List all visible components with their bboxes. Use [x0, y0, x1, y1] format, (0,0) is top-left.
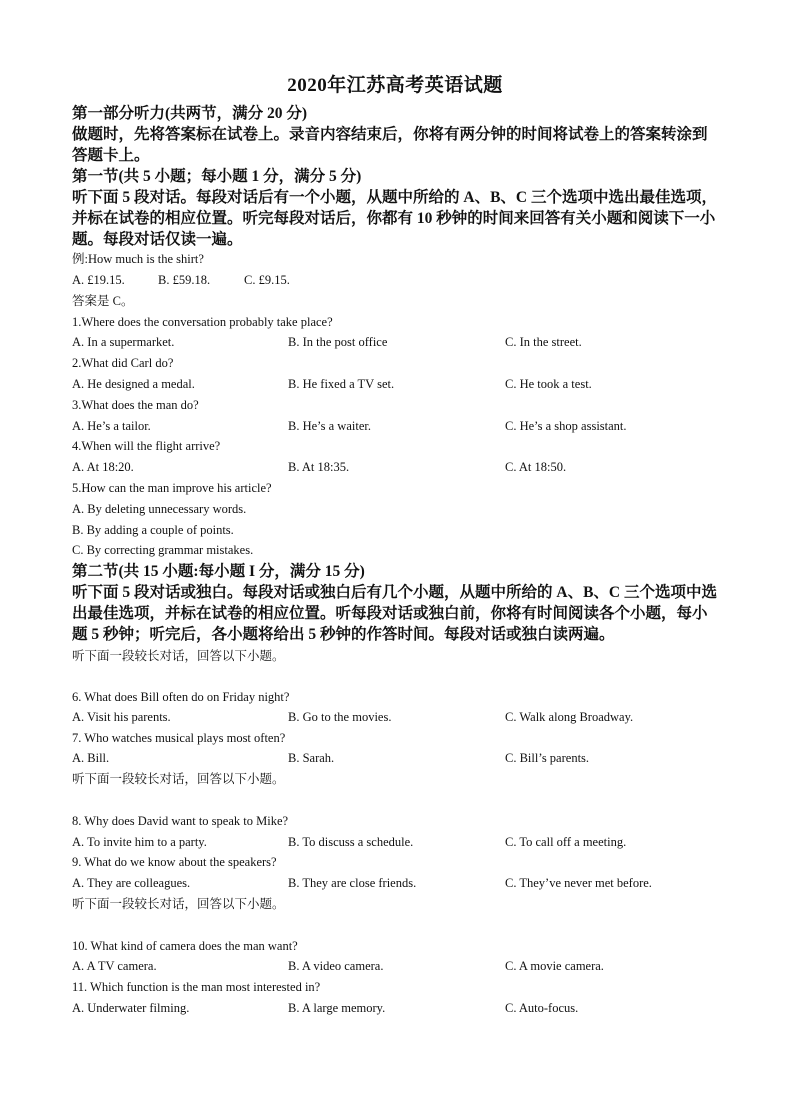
q1-option-b: B. In the post office — [288, 335, 388, 349]
q2-option-a: A. He designed a medal. — [72, 377, 195, 391]
listen-instruction-2: 听下面一段较长对话，回答以下小题。 — [72, 772, 285, 786]
example-option-a: A. £19.15. — [72, 273, 125, 287]
question-11: 11. Which function is the man most interested in? — [72, 980, 321, 994]
q2-option-b: B. He fixed a TV set. — [288, 377, 395, 391]
section1-instructions: 听下面 5 段对话。每段对话后有一个小题，从题中所给的 A、B、C 三个选项中选出最佳选项，并标在试卷的相应位置。听完每段对话后，你都有 10 秒钟的时间来回答有关小题和阅读下一小题。每段对话仅读一遍。 — [72, 189, 717, 248]
question-10: 10. What kind of camera does the man want? — [72, 939, 298, 953]
q5-option-a: A. By deleting unnecessary words. — [72, 502, 247, 516]
question-4: 4.When will the flight arrive? — [72, 439, 221, 453]
q3-option-c: C. He’s a shop assistant. — [505, 419, 627, 433]
q10-option-c: C. A movie camera. — [505, 959, 604, 973]
q1-option-c: C. In the street. — [505, 335, 582, 349]
q7-option-a: A. Bill. — [72, 751, 110, 765]
q5-option-b: B. By adding a couple of points. — [72, 523, 234, 537]
q7-option-b: B. Sarah. — [288, 751, 335, 765]
q3-option-a: A. He’s a tailor. — [72, 419, 151, 433]
q4-option-c: C. At 18:50. — [505, 460, 567, 474]
question-7: 7. Who watches musical plays most often? — [72, 731, 286, 745]
q10-option-a: A. A TV camera. — [72, 959, 157, 973]
q6-option-c: C. Walk along Broadway. — [505, 710, 634, 724]
example-option-b: B. £59.18. — [158, 273, 211, 287]
listen-instruction-1: 听下面一段较长对话，回答以下小题。 — [72, 649, 285, 663]
example-question: 例:How much is the shirt? — [72, 252, 204, 266]
example-option-c: C. £9.15. — [244, 273, 290, 287]
question-8: 8. Why does David want to speak to Mike? — [72, 814, 289, 828]
section2-instructions: 听下面 5 段对话或独白。每段对话或独白后有几个小题，从题中所给的 A、B、C 三个选项中选出最佳选项，并标在试卷的相应位置。听每段对话或独白前，你将有时间阅读各个小题，每小题 5 秒钟；听完后，各小题将给出 5 秒钟的作答时间。每段对话或独白读两遍。 — [72, 584, 717, 643]
question-1: 1.Where does the conversation probably take place? — [72, 315, 333, 329]
question-6: 6. What does Bill often do on Friday night? — [72, 690, 290, 704]
q4-option-a: A. At 18:20. — [72, 460, 134, 474]
listen-instruction-3: 听下面一段较长对话，回答以下小题。 — [72, 897, 285, 911]
question-9: 9. What do we know about the speakers? — [72, 855, 277, 869]
question-2: 2.What did Carl do? — [72, 356, 174, 370]
q9-option-c: C. They’ve never met before. — [505, 876, 652, 890]
q6-option-a: A. Visit his parents. — [72, 710, 171, 724]
q3-option-b: B. He’s a waiter. — [288, 419, 371, 433]
section1-heading: 第一节(共 5 小题；每小题 1 分，满分 5 分) — [72, 168, 362, 185]
part1-heading: 第一部分听力(共两节，满分 20 分) — [72, 105, 308, 122]
question-3: 3.What does the man do? — [72, 398, 199, 412]
q2-option-c: C. He took a test. — [505, 377, 592, 391]
section2-heading: 第二节(共 15 小题:每小题 I 分，满分 15 分) — [72, 563, 365, 580]
q8-option-a: A. To invite him to a party. — [72, 835, 207, 849]
q11-option-b: B. A large memory. — [288, 1001, 386, 1015]
q7-option-c: C. Bill’s parents. — [505, 751, 590, 765]
page-title: 2020年江苏高考英语试题 — [287, 75, 503, 96]
q11-option-c: C. Auto-focus. — [505, 1001, 579, 1015]
q9-option-a: A. They are colleagues. — [72, 876, 191, 890]
part1-instructions: 做题时，先将答案标在试卷上。录音内容结束后，你将有两分钟的时间将试卷上的答案转涂到答题卡上。 — [72, 126, 708, 164]
q6-option-b: B. Go to the movies. — [288, 710, 392, 724]
example-answer: 答案是 C。 — [72, 294, 134, 308]
q8-option-b: B. To discuss a schedule. — [288, 835, 414, 849]
q1-option-a: A. In a supermarket. — [72, 335, 175, 349]
q5-option-c: C. By correcting grammar mistakes. — [72, 543, 254, 557]
q4-option-b: B. At 18:35. — [288, 460, 350, 474]
q11-option-a: A. Underwater filming. — [72, 1001, 190, 1015]
question-5: 5.How can the man improve his article? — [72, 481, 272, 495]
q10-option-b: B. A video camera. — [288, 959, 384, 973]
q8-option-c: C. To call off a meeting. — [505, 835, 627, 849]
q9-option-b: B. They are close friends. — [288, 876, 417, 890]
